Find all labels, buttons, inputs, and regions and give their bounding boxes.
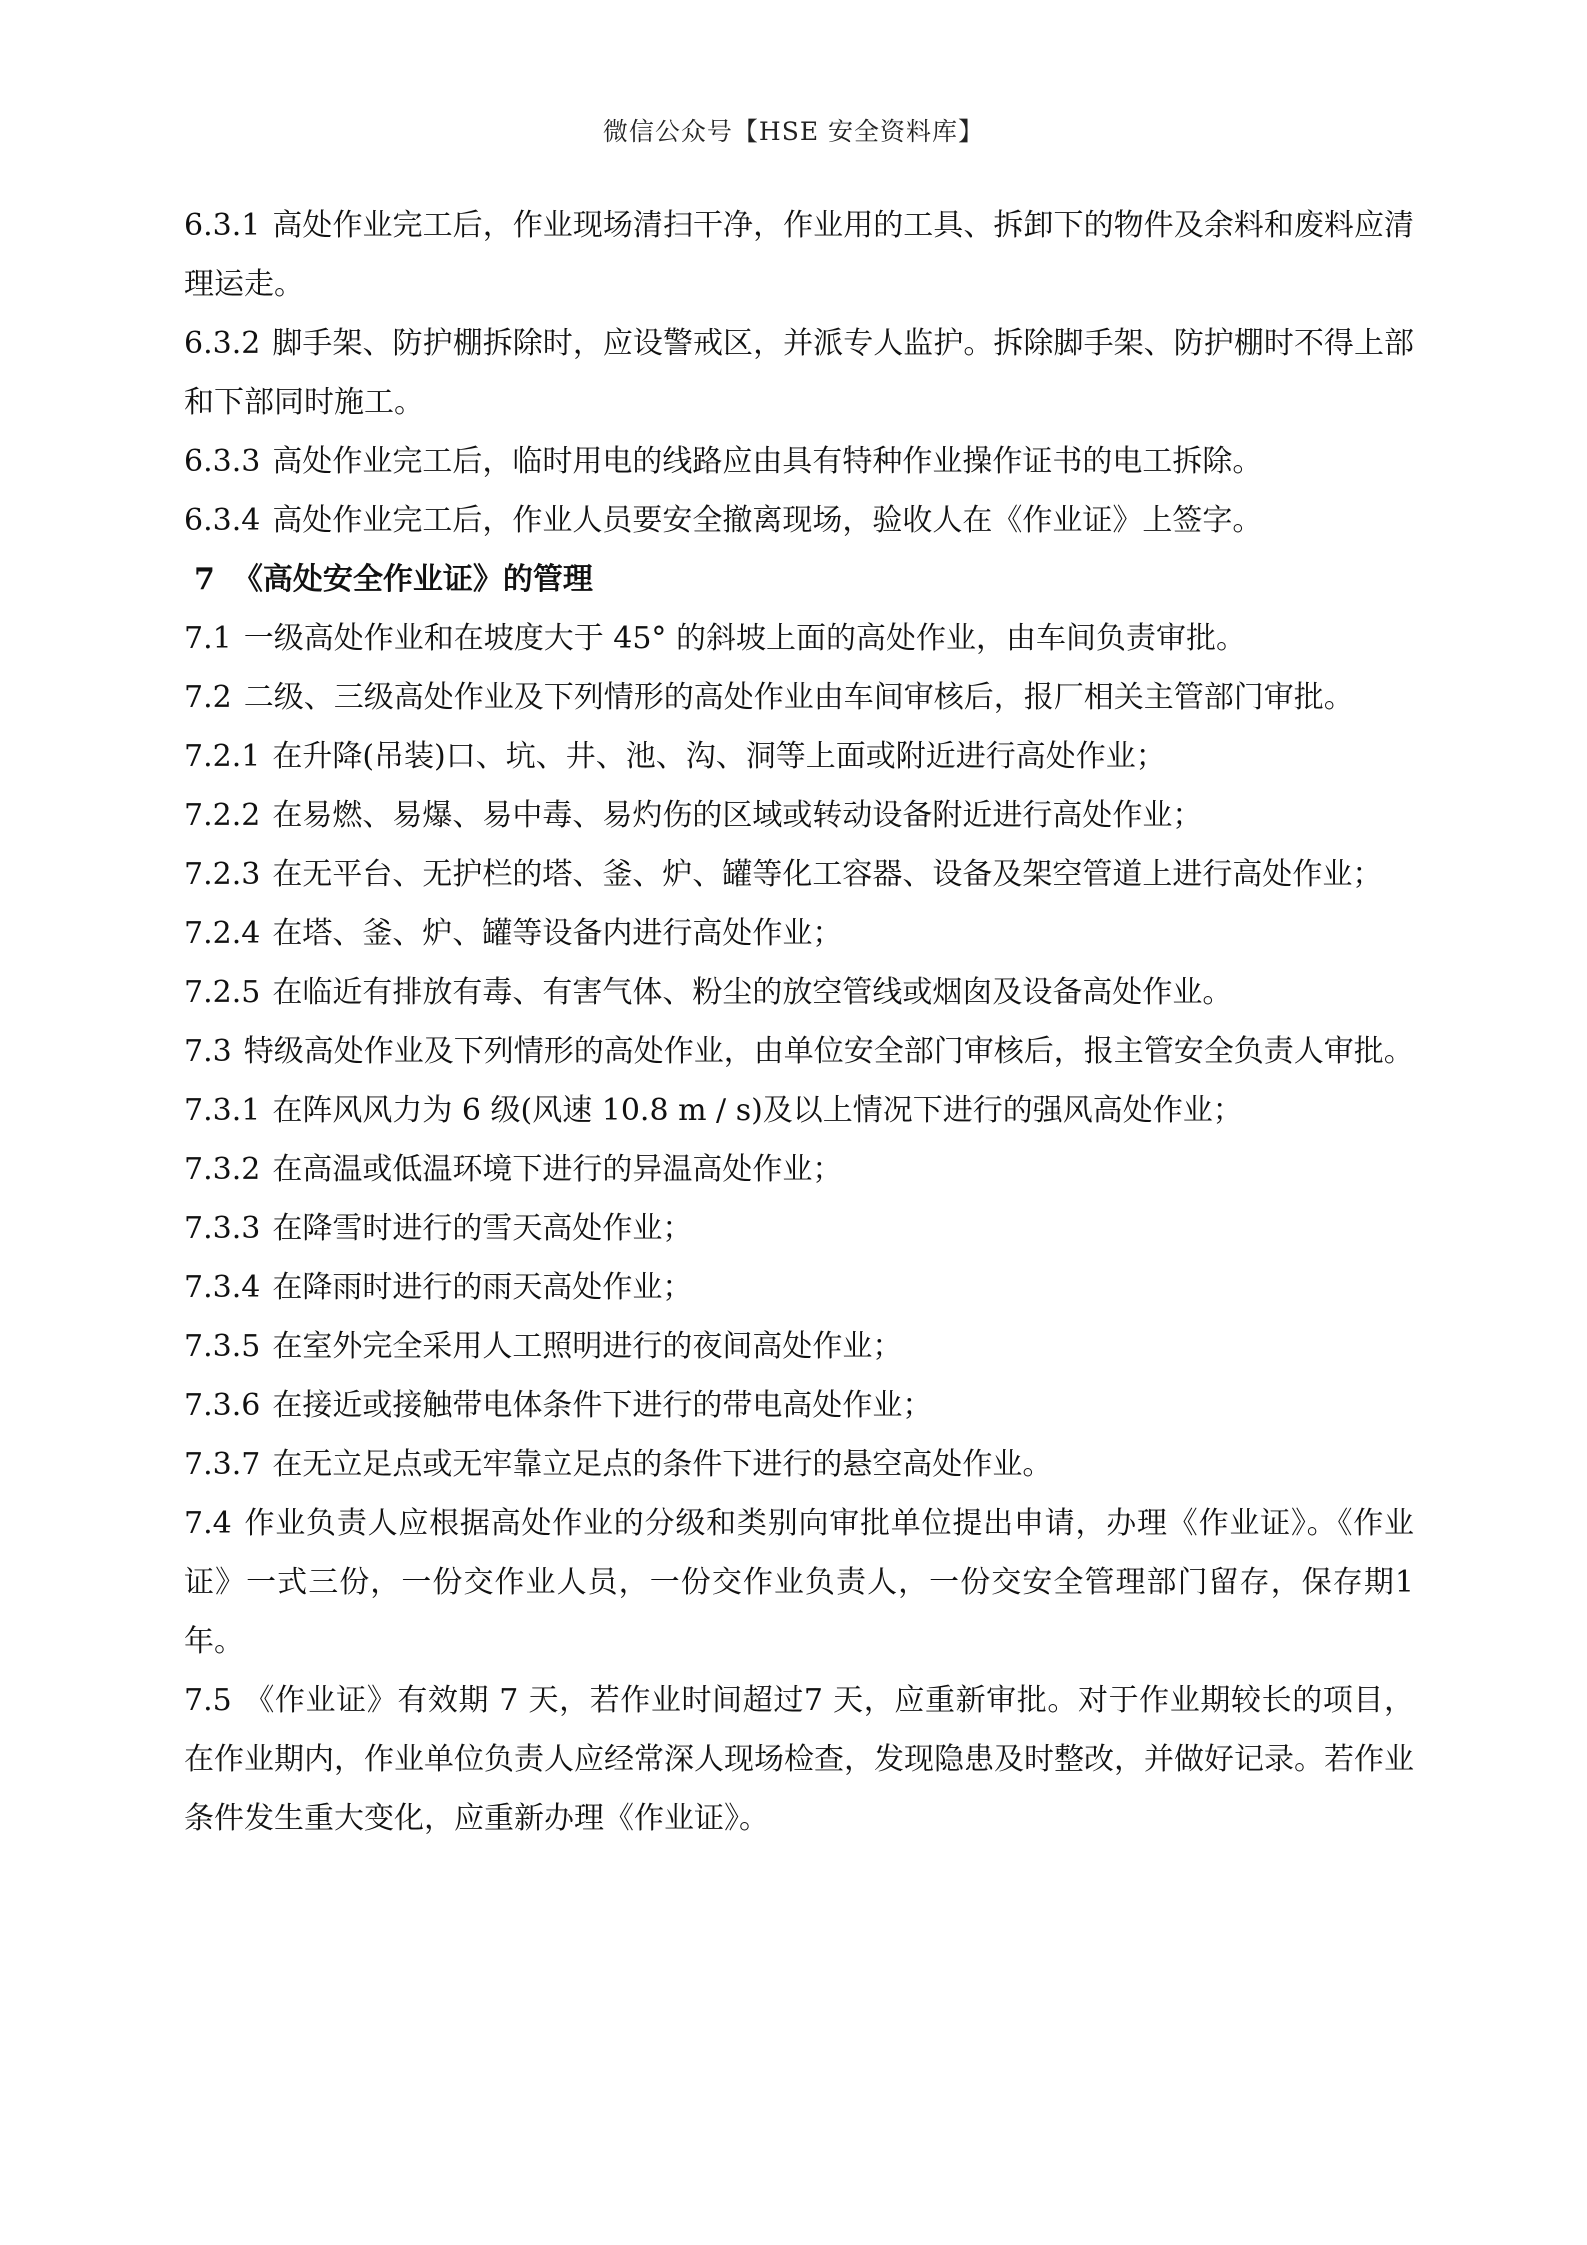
clause-number: 7.3 — [184, 1034, 232, 1069]
clause-number: 6.3.1 — [184, 208, 261, 243]
clause-number: 7.3.7 — [184, 1447, 261, 1482]
clause-7-2 — [184, 668, 1414, 727]
clause-7-4 — [184, 1494, 1414, 1671]
clause-7-2-5 — [184, 963, 1414, 1022]
clause-number: 7.2.1 — [184, 739, 261, 774]
clause-7-3-3 — [184, 1199, 1414, 1258]
clause-text: 作业负责人应根据高处作业的分级和类别向审批单位提出申请，办理《作业证》。《作业证》一式三份，一份交作业人员，一份交作业负责人，一份交安全管理部门留存，保存期1 年。 — [184, 1506, 1414, 1659]
clause-number: 7.5 — [184, 1683, 232, 1718]
clause-number: 7.2.3 — [184, 857, 261, 892]
clause-number: 7.4 — [184, 1506, 232, 1541]
clause-number: 7.2 — [184, 680, 232, 715]
clause-text: 一级高处作业和在坡度大于 45° 的斜坡上面的高处作业，由车间负责审批。 — [243, 621, 1246, 656]
clause-number: 7.3.2 — [184, 1152, 261, 1187]
clause-text: 在高温或低温环境下进行的异温高处作业； — [272, 1152, 843, 1187]
clause-7-5 — [184, 1671, 1414, 1848]
clause-text: 在阵风风力为 6 级(风速 10.8 m / s)及以上情况下进行的强风高处作业； — [272, 1093, 1243, 1128]
clause-6-3-4 — [184, 491, 1414, 550]
clause-number: 7.2.2 — [184, 798, 261, 833]
clause-text: 在接近或接触带电体条件下进行的带电高处作业； — [272, 1388, 933, 1423]
clause-6-3-2 — [184, 314, 1414, 432]
clause-text: 脚手架、防护棚拆除时，应设警戒区，并派专人监护。拆除脚手架、防护棚时不得上部和下部同时施工。 — [184, 326, 1414, 420]
clause-text: 在易燃、易爆、易中毒、易灼伤的区域或转动设备附近进行高处作业； — [272, 798, 1203, 833]
clause-text: 二级、三级高处作业及下列情形的高处作业由车间审核后，报厂相关主管部门审批。 — [243, 680, 1354, 715]
clause-7-1 — [184, 609, 1414, 668]
section-title-text: 《高处安全作业证》的管理 — [232, 562, 593, 597]
clause-number: 6.3.4 — [184, 503, 261, 538]
clause-text: 在降雪时进行的雪天高处作业； — [272, 1211, 693, 1246]
page-header: 微信公众号【HSE 安全资料库】 — [602, 117, 985, 146]
clause-number: 7.3.3 — [184, 1211, 261, 1246]
clause-7-3-5 — [184, 1317, 1414, 1376]
clause-number: 7.3.6 — [184, 1388, 261, 1423]
clause-7-3-6 — [184, 1376, 1414, 1435]
section-number: 7 — [194, 562, 215, 597]
section-7-title — [184, 550, 1414, 609]
clause-text: 高处作业完工后，作业现场清扫干净，作业用的工具、拆卸下的物件及余料和废料应清理运走。 — [184, 208, 1414, 302]
clause-number: 6.3.3 — [184, 444, 261, 479]
clause-text: 在室外完全采用人工照明进行的夜间高处作业； — [272, 1329, 903, 1364]
clause-6-3-3 — [184, 432, 1414, 491]
clause-number: 7.1 — [184, 621, 232, 656]
clause-text: 在降雨时进行的雨天高处作业； — [272, 1270, 693, 1305]
clause-7-3-4 — [184, 1258, 1414, 1317]
clause-number: 6.3.2 — [184, 326, 261, 361]
clause-number: 7.3.1 — [184, 1093, 261, 1128]
clause-number: 7.2.4 — [184, 916, 261, 951]
clause-number: 7.3.4 — [184, 1270, 261, 1305]
clause-7-3 — [184, 1022, 1414, 1081]
clause-text: 在升降(吊装)口、坑、井、池、沟、洞等上面或附近进行高处作业； — [272, 739, 1166, 774]
clause-7-2-3 — [184, 845, 1414, 904]
clause-7-2-4 — [184, 904, 1414, 963]
clause-text: 在临近有排放有毒、有害气体、粉尘的放空管线或烟囱及设备高处作业。 — [272, 975, 1233, 1010]
document-body — [184, 196, 1414, 1848]
clause-text: 特级高处作业及下列情形的高处作业，由单位安全部门审核后，报主管安全负责人审批。 — [243, 1034, 1414, 1069]
clause-7-2-1 — [184, 727, 1414, 786]
clause-7-3-2 — [184, 1140, 1414, 1199]
clause-number: 7.2.5 — [184, 975, 261, 1010]
clause-text: 《作业证》有效期 7 天，若作业时间超过7 天，应重新审批。对于作业期较长的项目，在作业期内，作业单位负责人应经常深人现场检查，发现隐患及时整改，并做好记录。若作业条件发生重大变化，应重新办理《作业证》。 — [184, 1683, 1414, 1836]
clause-text: 高处作业完工后，作业人员要安全撤离现场，验收人在《作业证》上签字。 — [272, 503, 1263, 538]
clause-number: 7.3.5 — [184, 1329, 261, 1364]
clause-text: 高处作业完工后，临时用电的线路应由具有特种作业操作证书的电工拆除。 — [272, 444, 1263, 479]
clause-text: 在塔、釜、炉、罐等设备内进行高处作业； — [272, 916, 843, 951]
clause-7-3-7 — [184, 1435, 1414, 1494]
clause-text: 在无立足点或无牢靠立足点的条件下进行的悬空高处作业。 — [272, 1447, 1053, 1482]
clause-7-3-1 — [184, 1081, 1414, 1140]
clause-text: 在无平台、无护栏的塔、釜、炉、罐等化工容器、设备及架空管道上进行高处作业； — [272, 857, 1383, 892]
clause-6-3-1 — [184, 196, 1414, 314]
clause-7-2-2 — [184, 786, 1414, 845]
